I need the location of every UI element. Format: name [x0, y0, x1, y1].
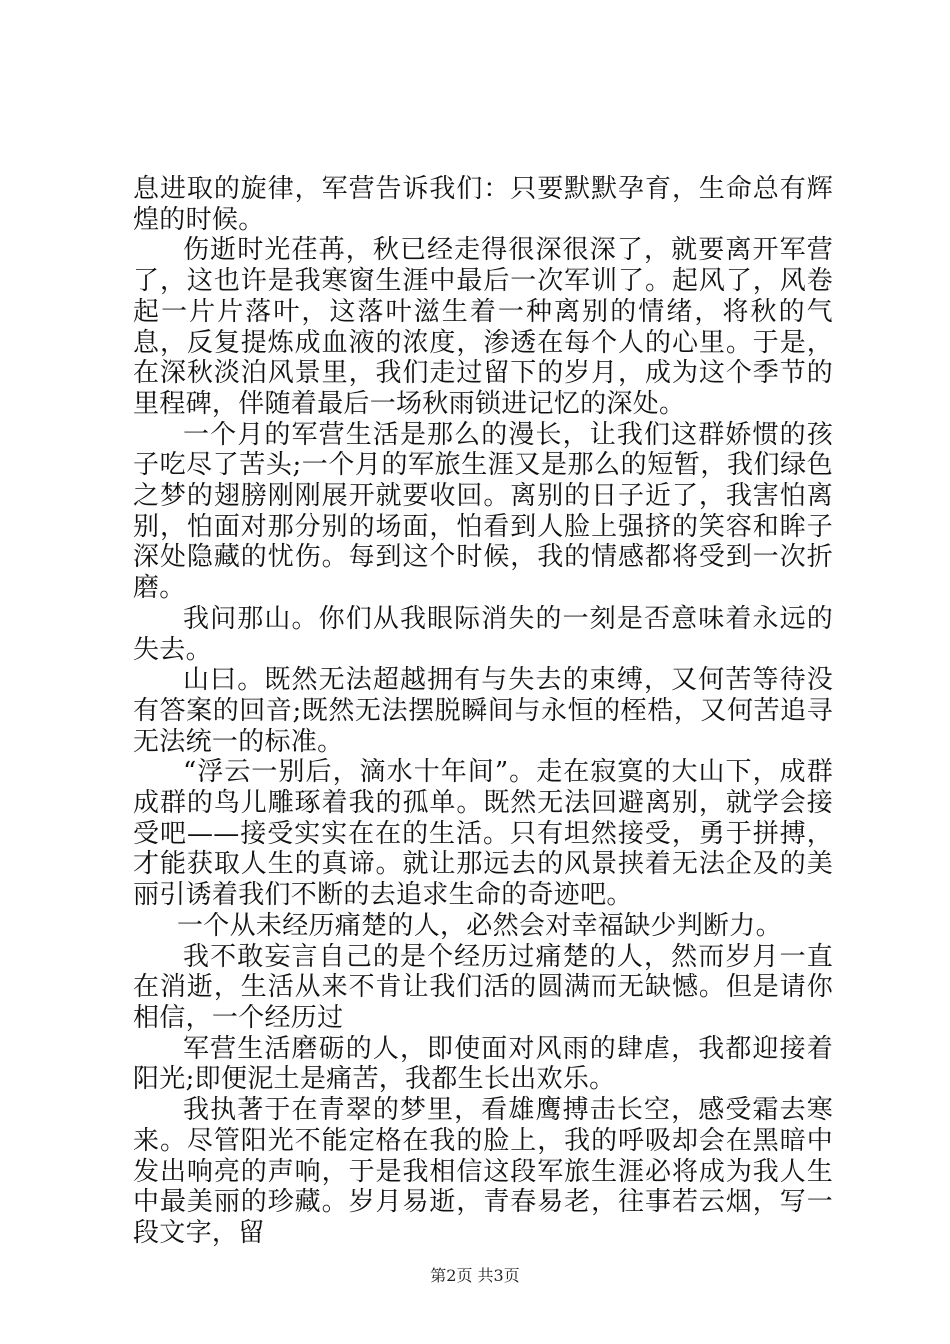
paragraph-10: 我执著于在青翠的梦里，看雄鹰搏击长空，感受霜去寒来。尽管阳光不能定格在我的脸上，我的呼吸却会在黑暗中发出响亮的声响，于是我相信这段军旅生涯必将成为我人生中最美丽的珍藏。岁月易逝，青春易老，往事若云烟，写一段文字，留: [133, 1095, 833, 1248]
paragraph-9: 军营生活磨砺的人，即使面对风雨的肆虐，我都迎接着阳光;即便泥土是痛苦，我都生长出欢乐。: [133, 1033, 833, 1095]
paragraph-7: 一个从未经历痛楚的人，必然会对幸福缺少判断力。: [177, 910, 782, 941]
paragraph-6: “浮云一别后，滴水十年间”。走在寂寞的大山下，成群成群的鸟儿雕琢着我的孤单。既然无法回避离别，就学会接受吧——接受实实在在的生活。只有坦然接受，勇于拼搏，才能获取人生的真谛。就让那远去的风景挟着无法企及的美丽引诱着我们不断的去追求生命的奇迹吧。: [133, 757, 833, 911]
paragraph-3: 一个月的军营生活是那么的漫长，让我们这群娇惯的孩子吃尽了苦头;一个月的军旅生涯又是那么的短暂，我们绿色之梦的翅膀刚刚展开就要收回。离别的日子近了，我害怕离别，怕面对那分别的场面，怕看到人脸上强挤的笑容和眸子深处隐藏的忧伤。每到这个时候，我的情感都将受到一次折磨。: [133, 419, 833, 604]
paragraph-8: 我不敢妄言自己的是个经历过痛楚的人，然而岁月一直在消逝，生活从来不肯让我们活的圆满而无缺憾。但是请你相信，一个经历过: [133, 941, 833, 1033]
paragraph-4: 我问那山。你们从我眼际消失的一刻是否意味着永远的失去。: [133, 603, 833, 665]
page-number-footer: 第2页 共3页: [430, 1266, 520, 1285]
document-body: [133, 174, 833, 1249]
paragraph-5: 山曰。既然无法超越拥有与失去的束缚，又何苦等待没有答案的回音;既然无法摆脱瞬间与永恒的桎梏，又何苦追寻无法统一的标准。: [133, 665, 833, 757]
paragraph-2: 伤逝时光荏苒，秋已经走得很深很深了，就要离开军营了，这也许是我寒窗生涯中最后一次军训了。起风了，风卷起一片片落叶，这落叶滋生着一种离别的情绪，将秋的气息，反复提炼成血液的浓度，渗透在每个人的心里。于是，在深秋淡泊风景里，我们走过留下的岁月，成为这个季节的里程碑，伴随着最后一场秋雨锁进记忆的深处。: [133, 235, 833, 419]
paragraph-1: 息进取的旋律，军营告诉我们：只要默默孕育，生命总有辉煌的时候。: [133, 174, 833, 235]
